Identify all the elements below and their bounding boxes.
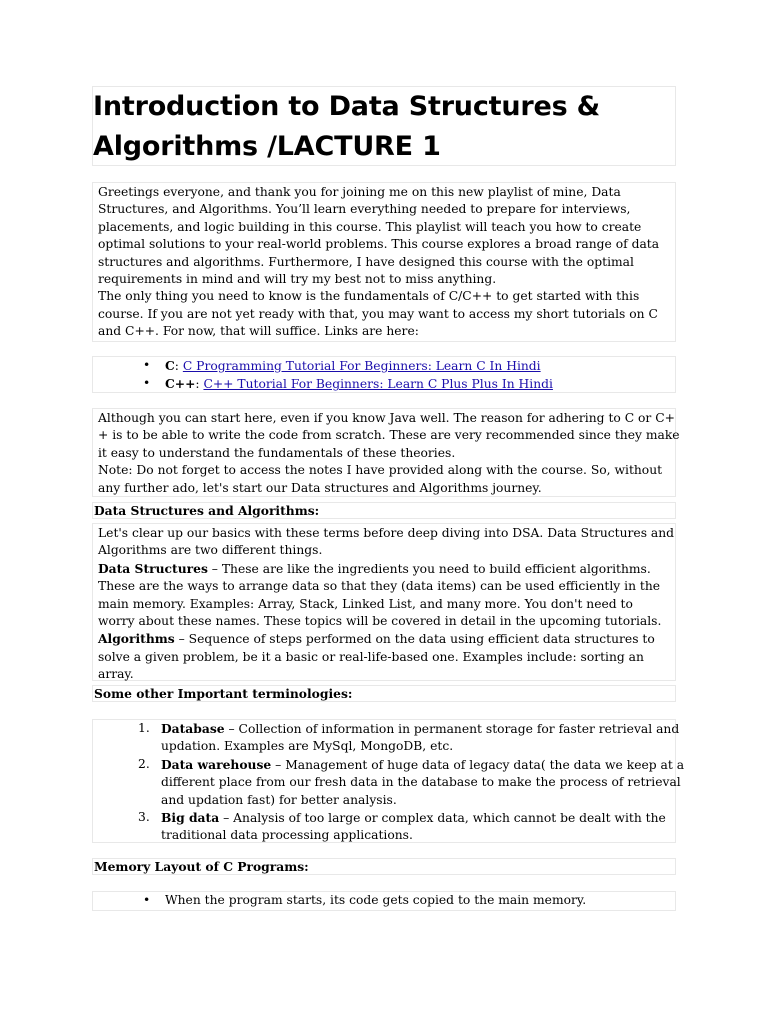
text-line: These are the ways to arrange data so that they (data items) can be used efficiently in the <box>98 579 661 594</box>
list-item <box>93 809 675 827</box>
text-line: solve a given problem, be it a basic or real-life-based one. Examples include: sorting an <box>98 649 644 664</box>
title-line-2: Algorithms /LACTURE 1 <box>93 131 441 162</box>
text-line: worry about these names. These topics will be covered in detail in the upcoming tutorials. <box>98 614 662 629</box>
text-line: Algorithms are two different things. <box>98 543 323 558</box>
text-line: + is to be able to write the code from scratch. These are very recommended since they make <box>98 428 680 443</box>
list-item <box>93 720 680 738</box>
text-line: traditional data processing applications. <box>161 828 413 843</box>
link-label: C <box>165 358 175 373</box>
list-number: 2. <box>138 756 150 771</box>
list-item <box>93 756 685 774</box>
text-line: different place from our fresh data in the database to make the process of retrieval <box>161 775 681 790</box>
definition-text: – Sequence of steps performed on the data using efficient data structures to <box>174 632 655 647</box>
term-data-warehouse: Data warehouse <box>161 756 272 772</box>
text-line: placements, and logic building in this course. This playlist will teach you how to create <box>98 219 642 234</box>
memory-layout-list <box>92 891 676 911</box>
text-line: Note: Do not forget to access the notes I have provided along with the course. So, without <box>98 463 663 478</box>
bullet-icon: • <box>143 893 151 907</box>
definition-text: – Analysis of too large or complex data, which cannot be dealt with the <box>219 811 666 826</box>
text-line <box>98 560 671 578</box>
list-item-text: When the program starts, its code gets copied to the main memory. <box>165 893 587 907</box>
link-separator: : <box>174 359 183 373</box>
link-label: C++ <box>165 376 196 392</box>
text-line: optimal solutions to your real-world problems. This course explores a broad range of data <box>98 237 660 252</box>
dsa-paragraph <box>92 523 676 681</box>
tutorial-links-list <box>92 356 676 393</box>
terminologies-list <box>92 719 685 843</box>
definition-text: – Collection of information in permanent storage for faster retrieval and <box>224 722 680 736</box>
text-line: course. If you are not yet ready with that, you may want to access my short tutorials on C <box>98 306 658 321</box>
text-line: and C++. For now, that will suffice. Links are here: <box>98 324 419 339</box>
term-algorithms: Algorithms <box>98 631 175 647</box>
list-item <box>93 375 675 393</box>
intro-paragraph <box>92 182 676 342</box>
link-separator: : <box>195 377 204 392</box>
text-line <box>98 630 671 648</box>
text-line: it easy to understand the fundamentals of these theories. <box>98 445 456 460</box>
term-big-data: Big data <box>161 810 220 826</box>
text-line: Structures, and Algorithms. You’ll learn everything needed to prepare for interviews, <box>98 202 631 217</box>
section-heading-terminologies: Some other Important terminologies: <box>92 685 676 702</box>
list-number: 3. <box>138 810 150 825</box>
cpp-tutorial-link[interactable]: C++ Tutorial For Beginners: Learn C Plus Plus In Hindi <box>203 377 553 392</box>
text-line: The only thing you need to know is the fundamentals of C/C++ to get started with this <box>98 289 640 304</box>
term-data-structures: Data Structures <box>98 560 208 576</box>
term-database: Database <box>161 721 225 736</box>
text-line: array. <box>98 667 134 682</box>
text-line: Greetings everyone, and thank you for joining me on this new playlist of mine, Data <box>98 185 621 199</box>
text-line: and updation fast) for better analysis. <box>161 792 397 807</box>
bullet-icon: • <box>143 376 151 391</box>
text-line: main memory. Examples: Array, Stack, Linked List, and many more. You don't need to <box>98 596 633 611</box>
bullet-icon: • <box>143 358 151 372</box>
title-line-1: Introduction to Data Structures & <box>93 91 601 122</box>
text-line: Let's clear up our basics with these terms before deep diving into DSA. Data Structures and <box>98 526 675 540</box>
language-note-paragraph <box>92 408 680 497</box>
section-heading-memory-layout: Memory Layout of C Programs: <box>92 858 676 875</box>
definition-text: – These are like the ingredients you need to build efficient algorithms. <box>207 561 651 576</box>
list-item <box>93 357 675 375</box>
text-line: structures and algorithms. Furthermore, I have designed this course with the optimal <box>98 254 634 269</box>
page-title <box>92 86 676 166</box>
text-line: any further ado, let's start our Data structures and Algorithms journey. <box>98 480 542 495</box>
text-line: requirements in mind and will try my best not to miss anything. <box>98 272 497 287</box>
text-line: updation. Examples are MySql, MongoDB, etc. <box>161 739 454 754</box>
list-item <box>93 892 675 909</box>
list-number: 1. <box>138 721 150 735</box>
definition-text: – Management of huge data of legacy data( the data we keep at a <box>271 757 685 772</box>
text-line: Although you can start here, even if you know Java well. The reason for adhering to C or C+ <box>98 411 675 425</box>
c-tutorial-link[interactable]: C Programming Tutorial For Beginners: Learn C In Hindi <box>182 359 541 373</box>
section-heading-dsa: Data Structures and Algorithms: <box>92 502 676 519</box>
